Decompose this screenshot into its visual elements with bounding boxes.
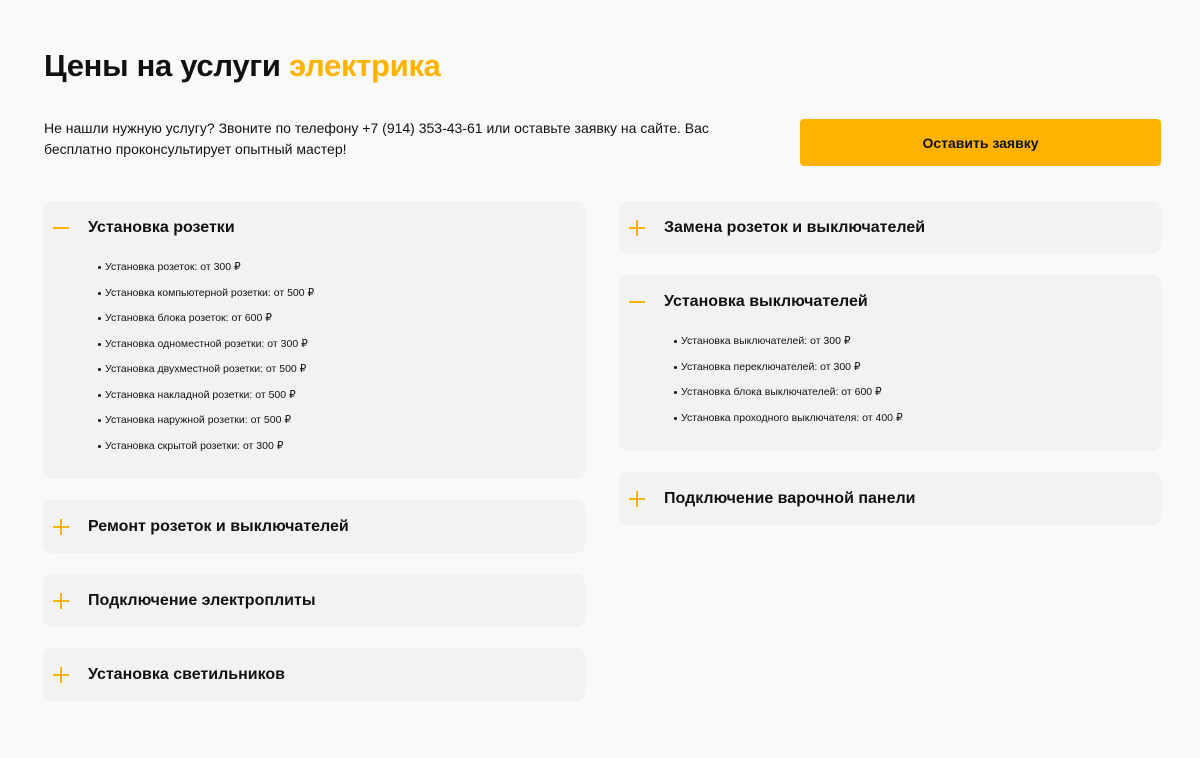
price-list-item: Установка скрытой розетки: от 300 ₽ bbox=[98, 434, 585, 460]
price-list-item: Установка наружной розетки: от 500 ₽ bbox=[98, 408, 585, 434]
accordion-item-socket-repair bbox=[43, 500, 585, 553]
accordion-item-socket-installation bbox=[43, 201, 585, 479]
accordion-title: Подключение электроплиты bbox=[88, 591, 316, 609]
accordion-header[interactable] bbox=[619, 201, 1161, 254]
accordion-header[interactable] bbox=[619, 472, 1161, 525]
accordion-title: Установка светильников bbox=[88, 665, 285, 683]
accordion-title: Подключение варочной панели bbox=[664, 489, 916, 507]
price-list-item: Установка переключателей: от 300 ₽ bbox=[674, 355, 1161, 381]
plus-icon[interactable] bbox=[53, 667, 69, 683]
accordion-title: Замена розеток и выключателей bbox=[664, 218, 926, 236]
plus-icon[interactable] bbox=[629, 491, 645, 507]
submit-request-button[interactable]: Оставить заявку bbox=[800, 119, 1161, 166]
accordion-item-hob-connection bbox=[619, 472, 1161, 525]
minus-icon[interactable] bbox=[629, 294, 645, 310]
page-title-main: Цены на услуги bbox=[44, 48, 281, 83]
page-title-accent: электрика bbox=[288, 48, 441, 83]
accordion-header[interactable] bbox=[43, 648, 585, 701]
services-column-left bbox=[43, 201, 585, 722]
accordion-title: Установка розетки bbox=[88, 218, 235, 236]
plus-icon[interactable] bbox=[53, 593, 69, 609]
accordion-header[interactable] bbox=[43, 201, 585, 254]
services-column-right bbox=[619, 201, 1161, 546]
price-list bbox=[619, 328, 1161, 451]
price-list-item: Установка блока розеток: от 600 ₽ bbox=[98, 306, 585, 332]
price-list-item: Установка блока выключателей: от 600 ₽ bbox=[674, 380, 1161, 406]
price-list-item: Установка розеток: от 300 ₽ bbox=[98, 255, 585, 281]
accordion-item-switch-installation bbox=[619, 275, 1161, 451]
accordion-header[interactable] bbox=[43, 500, 585, 553]
price-list-item: Установка одноместной розетки: от 300 ₽ bbox=[98, 332, 585, 358]
intro-text: Не нашли нужную услугу? Звоните по телефону +7 (914) 353-43-61 или оставьте заявку на сайте. Вас бесплатно проконсультирует опытный мастер! bbox=[44, 120, 709, 157]
price-list-item: Установка накладной розетки: от 500 ₽ bbox=[98, 383, 585, 409]
accordion-item-electric-stove bbox=[43, 574, 585, 627]
accordion-header[interactable] bbox=[619, 275, 1161, 328]
minus-icon[interactable] bbox=[53, 220, 69, 236]
price-list-item: Установка компьютерной розетки: от 500 ₽ bbox=[98, 281, 585, 307]
price-list bbox=[43, 254, 585, 479]
page-title bbox=[44, 46, 441, 86]
price-list-item: Установка двухместной розетки: от 500 ₽ bbox=[98, 357, 585, 383]
accordion-item-lights bbox=[43, 648, 585, 701]
price-list-item: Установка проходного выключателя: от 400 ₽ bbox=[674, 406, 1161, 432]
accordion-header[interactable] bbox=[43, 574, 585, 627]
plus-icon[interactable] bbox=[53, 519, 69, 535]
accordion-item-socket-replacement bbox=[619, 201, 1161, 254]
accordion-title: Установка выключателей bbox=[664, 292, 868, 310]
plus-icon[interactable] bbox=[629, 220, 645, 236]
price-list-item: Установка выключателей: от 300 ₽ bbox=[674, 329, 1161, 355]
accordion-title: Ремонт розеток и выключателей bbox=[88, 517, 349, 535]
